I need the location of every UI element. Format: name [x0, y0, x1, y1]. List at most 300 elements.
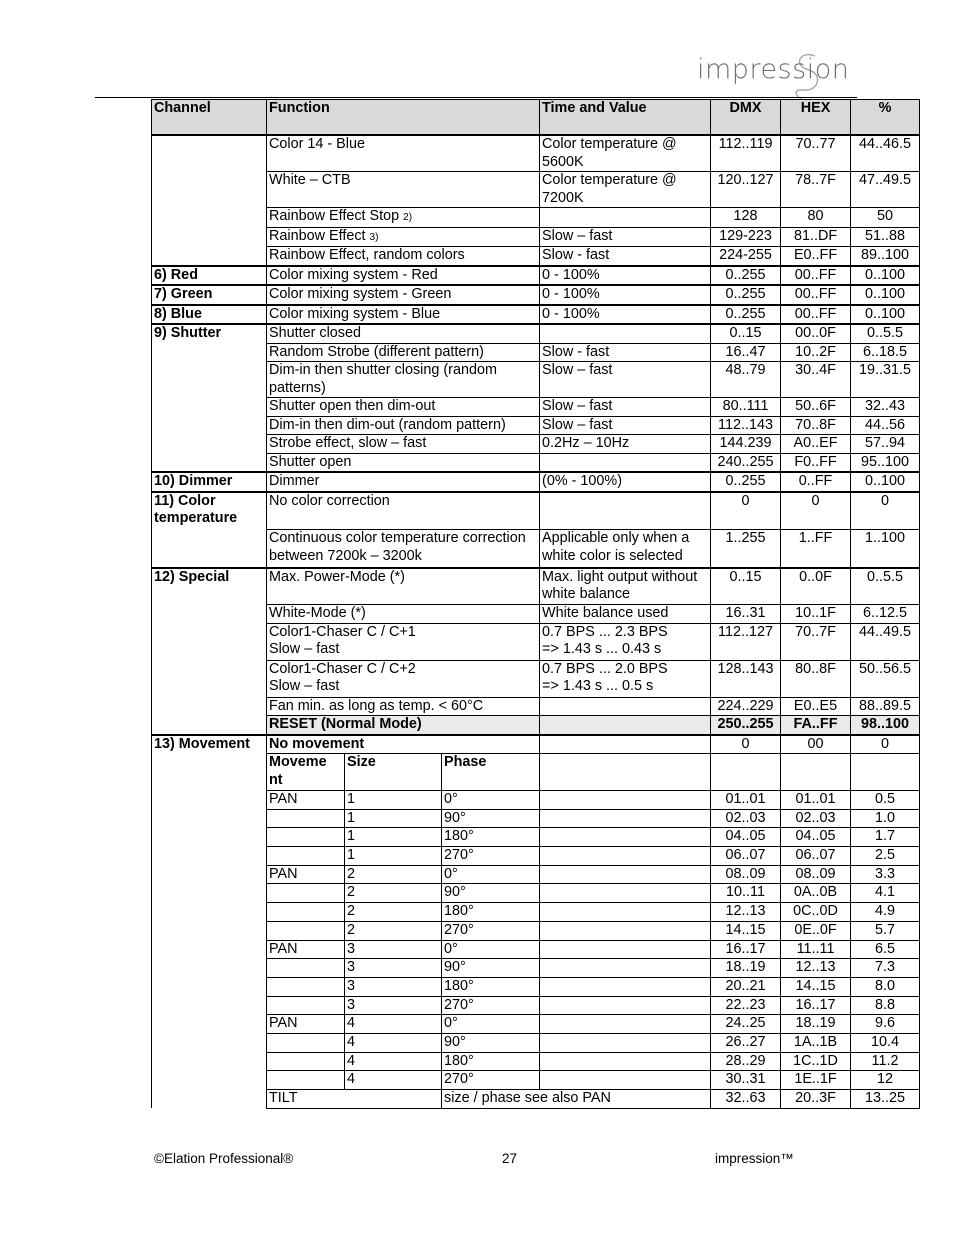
size-cell: 2: [345, 884, 442, 903]
percent-cell: 0..5.5: [851, 324, 920, 343]
header-dmx: DMX: [711, 100, 781, 136]
function-cell: Shutter closed: [267, 324, 540, 343]
function-cell: Shutter open then dim-out: [267, 398, 540, 417]
hex-cell: 70..8F: [781, 416, 851, 435]
logo-text: impression: [697, 54, 850, 85]
header-percent: %: [851, 100, 920, 136]
movement-cell: [267, 996, 345, 1015]
hex-cell: 0C..0D: [781, 903, 851, 922]
time-cell: [540, 324, 711, 343]
cell-text: Slow – fast: [269, 641, 340, 657]
function-cell: Color mixing system - Green: [267, 285, 540, 305]
table-row: [152, 884, 920, 903]
size-cell: 4: [345, 1033, 442, 1052]
hex-cell: 00: [781, 735, 851, 754]
percent-cell: 44..49.5: [851, 623, 920, 660]
time-cell: Applicable only when a white color is selected: [540, 530, 711, 568]
movement-cell: PAN: [267, 1015, 345, 1034]
movement-cell: [267, 1033, 345, 1052]
dmx-cell: 128: [711, 208, 781, 228]
size-cell: 3: [345, 996, 442, 1015]
phase-cell: 90°: [442, 809, 540, 828]
percent-cell: 32..43: [851, 398, 920, 417]
hex-cell: [781, 754, 851, 791]
movement-cell: [267, 828, 345, 847]
percent-cell: 89..100: [851, 247, 920, 266]
header-rule: [95, 97, 857, 98]
table-row: [152, 135, 920, 172]
dmx-cell: 16..47: [711, 343, 781, 362]
hex-cell: 0..FF: [781, 472, 851, 492]
dmx-cell: 28..29: [711, 1052, 781, 1071]
dmx-cell: 04..05: [711, 828, 781, 847]
size-cell: 1: [345, 847, 442, 866]
time-cell: Slow – fast: [540, 398, 711, 417]
dmx-cell: 0..255: [711, 285, 781, 305]
hex-cell: 02..03: [781, 809, 851, 828]
function-cell: [267, 623, 540, 660]
time-cell: [540, 959, 711, 978]
percent-cell: 50: [851, 208, 920, 228]
function-cell: No color correction: [267, 492, 540, 530]
table-row: [152, 492, 920, 530]
dmx-cell: 0..255: [711, 472, 781, 492]
function-cell: Dim-in then shutter closing (random patterns): [267, 362, 540, 398]
dmx-cell: 16..17: [711, 940, 781, 959]
hex-cell: 1..FF: [781, 530, 851, 568]
phase-cell: 90°: [442, 959, 540, 978]
percent-cell: 6..18.5: [851, 343, 920, 362]
dmx-cell: 250..255: [711, 716, 781, 735]
dmx-cell: 32..63: [711, 1090, 781, 1109]
dmx-cell: 06..07: [711, 847, 781, 866]
dmx-cell: [711, 754, 781, 791]
percent-cell: 2.5: [851, 847, 920, 866]
phase-cell: 180°: [442, 903, 540, 922]
movement-cell: [267, 977, 345, 996]
cell-text: 0.7 BPS ... 2.3 BPS: [542, 623, 668, 640]
percent-cell: 88..89.5: [851, 697, 920, 716]
movement-cell: TILT: [267, 1090, 442, 1109]
hex-cell: 70..77: [781, 135, 851, 172]
function-cell: White-Mode (*): [267, 605, 540, 624]
table-row: [152, 977, 920, 996]
hex-cell: 04..05: [781, 828, 851, 847]
percent-cell: 44..46.5: [851, 135, 920, 172]
percent-cell: 12: [851, 1071, 920, 1090]
dmx-cell: 12..13: [711, 903, 781, 922]
table-row: [152, 996, 920, 1015]
dmx-cell: 128..143: [711, 660, 781, 697]
subheader-phase: Phase: [442, 754, 540, 791]
hex-cell: 0..0F: [781, 568, 851, 605]
dmx-cell: 120..127: [711, 172, 781, 208]
hex-cell: 0E..0F: [781, 921, 851, 940]
dmx-cell: 112..119: [711, 135, 781, 172]
table-row: [152, 605, 920, 624]
percent-cell: 95..100: [851, 453, 920, 472]
function-cell: Color mixing system - Blue: [267, 305, 540, 325]
hex-cell: 10..1F: [781, 605, 851, 624]
cell-text: => 1.43 s ... 0.43 s: [542, 641, 662, 657]
dmx-cell: 0..255: [711, 266, 781, 286]
footnote-ref: 2): [403, 212, 413, 223]
channel-cell: 13) Movement: [152, 735, 267, 1090]
percent-cell: 7.3: [851, 959, 920, 978]
time-cell: Slow - fast: [540, 247, 711, 266]
header-hex: HEX: [781, 100, 851, 136]
hex-cell: 01..01: [781, 791, 851, 810]
time-cell: [540, 208, 711, 228]
channel-cell: 10) Dimmer: [152, 472, 267, 492]
dmx-cell: 240..255: [711, 453, 781, 472]
dmx-cell: 0..255: [711, 305, 781, 325]
percent-cell: 0..100: [851, 472, 920, 492]
function-cell: No movement: [267, 735, 540, 754]
time-cell: 0 - 100%: [540, 285, 711, 305]
table-row: [152, 1071, 920, 1090]
hex-cell: 00..0F: [781, 324, 851, 343]
hex-cell: E0..E5: [781, 697, 851, 716]
movement-cell: [267, 921, 345, 940]
cell-text: => 1.43 s ... 0.5 s: [542, 678, 654, 694]
time-cell: [540, 884, 711, 903]
phase-cell: 0°: [442, 791, 540, 810]
time-cell: [540, 1071, 711, 1090]
table-row: [152, 1015, 920, 1034]
percent-cell: 0: [851, 492, 920, 530]
time-cell: [540, 453, 711, 472]
dmx-cell: 0..15: [711, 324, 781, 343]
time-cell: [540, 809, 711, 828]
phase-cell: 270°: [442, 1071, 540, 1090]
percent-cell: 0: [851, 735, 920, 754]
dmx-cell: 18..19: [711, 959, 781, 978]
function-cell: Strobe effect, slow – fast: [267, 435, 540, 454]
cell-text: 0.7 BPS ... 2.0 BPS: [542, 660, 668, 677]
channel-cell: 11) Color temperature: [152, 492, 267, 568]
time-cell: [540, 697, 711, 716]
table-row: [152, 697, 920, 716]
dmx-cell: 24..25: [711, 1015, 781, 1034]
table-row: [152, 1090, 920, 1109]
function-cell: Color mixing system - Red: [267, 266, 540, 286]
dmx-cell: 01..01: [711, 791, 781, 810]
percent-cell: 8.8: [851, 996, 920, 1015]
hex-cell: 0A..0B: [781, 884, 851, 903]
movement-cell: [267, 903, 345, 922]
hex-cell: 1A..1B: [781, 1033, 851, 1052]
hex-cell: 80: [781, 208, 851, 228]
channel-cell: [152, 1090, 267, 1109]
percent-cell: 10.4: [851, 1033, 920, 1052]
table-row: [152, 1033, 920, 1052]
channel-cell: [152, 135, 267, 266]
time-cell: [540, 754, 711, 791]
table-row: [152, 847, 920, 866]
table-row: [152, 247, 920, 266]
time-cell: [540, 921, 711, 940]
hex-cell: 14..15: [781, 977, 851, 996]
time-cell: Color temperature @ 7200K: [540, 172, 711, 208]
hex-cell: 70..7F: [781, 623, 851, 660]
time-cell: [540, 828, 711, 847]
percent-cell: 44..56: [851, 416, 920, 435]
time-cell: [540, 1015, 711, 1034]
function-cell: Shutter open: [267, 453, 540, 472]
percent-cell: 1..100: [851, 530, 920, 568]
hex-cell: 00..FF: [781, 305, 851, 325]
table-row: [152, 716, 920, 735]
size-cell: 4: [345, 1071, 442, 1090]
table-row: [152, 791, 920, 810]
time-cell: (0% - 100%): [540, 472, 711, 492]
hex-cell: 0: [781, 492, 851, 530]
time-cell: [540, 996, 711, 1015]
table-row: [152, 623, 920, 660]
phase-cell: 0°: [442, 940, 540, 959]
table-row: [152, 453, 920, 472]
cell-text: Color1-Chaser C / C+1: [269, 623, 416, 640]
table-row: [152, 921, 920, 940]
dmx-cell: 112..127: [711, 623, 781, 660]
footer-product: impression™: [715, 1151, 794, 1166]
subheader-size: Size: [345, 754, 442, 791]
size-cell: 4: [345, 1015, 442, 1034]
percent-cell: 51..88: [851, 227, 920, 247]
movement-cell: PAN: [267, 865, 345, 884]
channel-cell: 12) Special: [152, 568, 267, 735]
table-row: [152, 903, 920, 922]
hex-cell: 12..13: [781, 959, 851, 978]
percent-cell: 6.5: [851, 940, 920, 959]
subheader-movement: Moveme nt: [267, 754, 345, 791]
time-cell: Slow - fast: [540, 343, 711, 362]
percent-cell: 1.0: [851, 809, 920, 828]
size-cell: 1: [345, 828, 442, 847]
time-cell: [540, 716, 711, 735]
percent-cell: 13..25: [851, 1090, 920, 1109]
time-cell: Slow – fast: [540, 416, 711, 435]
footnote-ref: 3): [369, 231, 379, 243]
phase-cell: 180°: [442, 1052, 540, 1071]
table-row: [152, 227, 920, 247]
table-row: [152, 530, 920, 568]
time-cell: [540, 1052, 711, 1071]
channel-cell: 8) Blue: [152, 305, 267, 325]
hex-cell: 08..09: [781, 865, 851, 884]
header-time-value: Time and Value: [540, 100, 711, 136]
hex-cell: 1E..1F: [781, 1071, 851, 1090]
dmx-cell: 16..31: [711, 605, 781, 624]
hex-cell: 18..19: [781, 1015, 851, 1034]
dmx-cell: 20..21: [711, 977, 781, 996]
dmx-cell: 02..03: [711, 809, 781, 828]
movement-cell: [267, 809, 345, 828]
table-row: [152, 343, 920, 362]
size-cell: 1: [345, 791, 442, 810]
time-cell: [540, 903, 711, 922]
time-cell: Slow – fast: [540, 362, 711, 398]
percent-cell: 0..100: [851, 285, 920, 305]
table-row: [152, 754, 920, 791]
footer-copyright: ©Elation Professional®: [154, 1151, 294, 1166]
channel-cell: 7) Green: [152, 285, 267, 305]
function-cell: Rainbow Effect, random colors: [267, 247, 540, 266]
phase-cell: 180°: [442, 977, 540, 996]
percent-cell: 0..100: [851, 305, 920, 325]
time-cell: Max. light output without white balance: [540, 568, 711, 605]
percent-cell: 8.0: [851, 977, 920, 996]
function-cell: Max. Power-Mode (*): [267, 568, 540, 605]
percent-cell: 0..100: [851, 266, 920, 286]
function-cell: Dim-in then dim-out (random pattern): [267, 416, 540, 435]
movement-cell: [267, 959, 345, 978]
cell-text: Rainbow Effect: [269, 227, 366, 244]
hex-cell: 50..6F: [781, 398, 851, 417]
hex-cell: FA..FF: [781, 716, 851, 735]
time-cell: [540, 940, 711, 959]
percent-cell: 19..31.5: [851, 362, 920, 398]
function-cell: Color 14 - Blue: [267, 135, 540, 172]
table-row: [152, 865, 920, 884]
time-cell: [540, 1033, 711, 1052]
function-cell: Fan min. as long as temp. < 60°C: [267, 697, 540, 716]
phase-cell: 180°: [442, 828, 540, 847]
table-row: [152, 735, 920, 754]
time-cell: [540, 660, 711, 697]
table-row: [152, 285, 920, 305]
function-cell: Dimmer: [267, 472, 540, 492]
table-row: [152, 266, 920, 286]
table-row: [152, 472, 920, 492]
table-row: [152, 1052, 920, 1071]
movement-cell: [267, 884, 345, 903]
percent-cell: 11.2: [851, 1052, 920, 1071]
dmx-cell: 0: [711, 735, 781, 754]
percent-cell: 9.6: [851, 1015, 920, 1034]
phase-cell: 0°: [442, 1015, 540, 1034]
percent-cell: 1.7: [851, 828, 920, 847]
dmx-cell: 26..27: [711, 1033, 781, 1052]
dmx-cell: 08..09: [711, 865, 781, 884]
table-row: [152, 435, 920, 454]
movement-cell: [267, 1052, 345, 1071]
hex-cell: 00..FF: [781, 266, 851, 286]
dmx-cell: 1..255: [711, 530, 781, 568]
time-cell: 0 - 100%: [540, 305, 711, 325]
function-cell: [267, 208, 540, 228]
hex-cell: 00..FF: [781, 285, 851, 305]
table-row: [152, 362, 920, 398]
time-cell: 0.2Hz – 10Hz: [540, 435, 711, 454]
hex-cell: 1C..1D: [781, 1052, 851, 1071]
phase-cell: 0°: [442, 865, 540, 884]
table-row: [152, 398, 920, 417]
dmx-cell: 224-255: [711, 247, 781, 266]
footer-page-number: 27: [502, 1151, 518, 1166]
table-row: [152, 172, 920, 208]
hex-cell: 81..DF: [781, 227, 851, 247]
table-row: [152, 940, 920, 959]
percent-cell: 0.5: [851, 791, 920, 810]
movement-cell: PAN: [267, 940, 345, 959]
percent-cell: 4.9: [851, 903, 920, 922]
header-channel: Channel: [152, 100, 267, 136]
time-cell: [540, 492, 711, 530]
hex-cell: A0..EF: [781, 435, 851, 454]
function-cell: White – CTB: [267, 172, 540, 208]
dmx-cell: 14..15: [711, 921, 781, 940]
table-row: [152, 208, 920, 228]
movement-cell: PAN: [267, 791, 345, 810]
hex-cell: 78..7F: [781, 172, 851, 208]
movement-cell: [267, 847, 345, 866]
dmx-cell: 144.239: [711, 435, 781, 454]
size-cell: 3: [345, 959, 442, 978]
dmx-cell: 48..79: [711, 362, 781, 398]
size-cell: 2: [345, 903, 442, 922]
percent-cell: [851, 754, 920, 791]
dmx-cell: 22..23: [711, 996, 781, 1015]
table-row: [152, 809, 920, 828]
size-cell: 3: [345, 940, 442, 959]
percent-cell: 3.3: [851, 865, 920, 884]
dmx-cell: 80..111: [711, 398, 781, 417]
phase-cell: 270°: [442, 996, 540, 1015]
time-cell: White balance used: [540, 605, 711, 624]
function-cell: Continuous color temperature correction between 7200k – 3200k: [267, 530, 540, 568]
hex-cell: 20..3F: [781, 1090, 851, 1109]
percent-cell: 47..49.5: [851, 172, 920, 208]
size-cell: 2: [345, 921, 442, 940]
table-row: [152, 660, 920, 697]
dmx-cell: 224..229: [711, 697, 781, 716]
percent-cell: 57..94: [851, 435, 920, 454]
time-cell: Color temperature @ 5600K: [540, 135, 711, 172]
cell-text: Slow – fast: [269, 678, 340, 694]
table-row: [152, 100, 920, 136]
table-row: [152, 568, 920, 605]
channel-cell: 6) Red: [152, 266, 267, 286]
table-row: [152, 959, 920, 978]
dmx-cell: 30..31: [711, 1071, 781, 1090]
time-cell: [540, 865, 711, 884]
time-cell: Slow – fast: [540, 227, 711, 247]
hex-cell: 10..2F: [781, 343, 851, 362]
cell-text: Color1-Chaser C / C+2: [269, 660, 416, 677]
phase-cell: 90°: [442, 884, 540, 903]
percent-cell: 50..56.5: [851, 660, 920, 697]
time-cell: [540, 735, 711, 754]
header-function: Function: [267, 100, 540, 136]
percent-cell: 5.7: [851, 921, 920, 940]
phase-cell: 270°: [442, 847, 540, 866]
time-cell: [540, 623, 711, 660]
time-cell: 0 - 100%: [540, 266, 711, 286]
size-cell: 1: [345, 809, 442, 828]
hex-cell: 16..17: [781, 996, 851, 1015]
dmx-channel-table: [151, 99, 920, 1109]
movement-cell: [267, 1071, 345, 1090]
table-row: [152, 324, 920, 343]
hex-cell: 30..4F: [781, 362, 851, 398]
percent-cell: 6..12.5: [851, 605, 920, 624]
phase-cell: 270°: [442, 921, 540, 940]
hex-cell: 06..07: [781, 847, 851, 866]
function-cell: [267, 660, 540, 697]
size-cell: 3: [345, 977, 442, 996]
